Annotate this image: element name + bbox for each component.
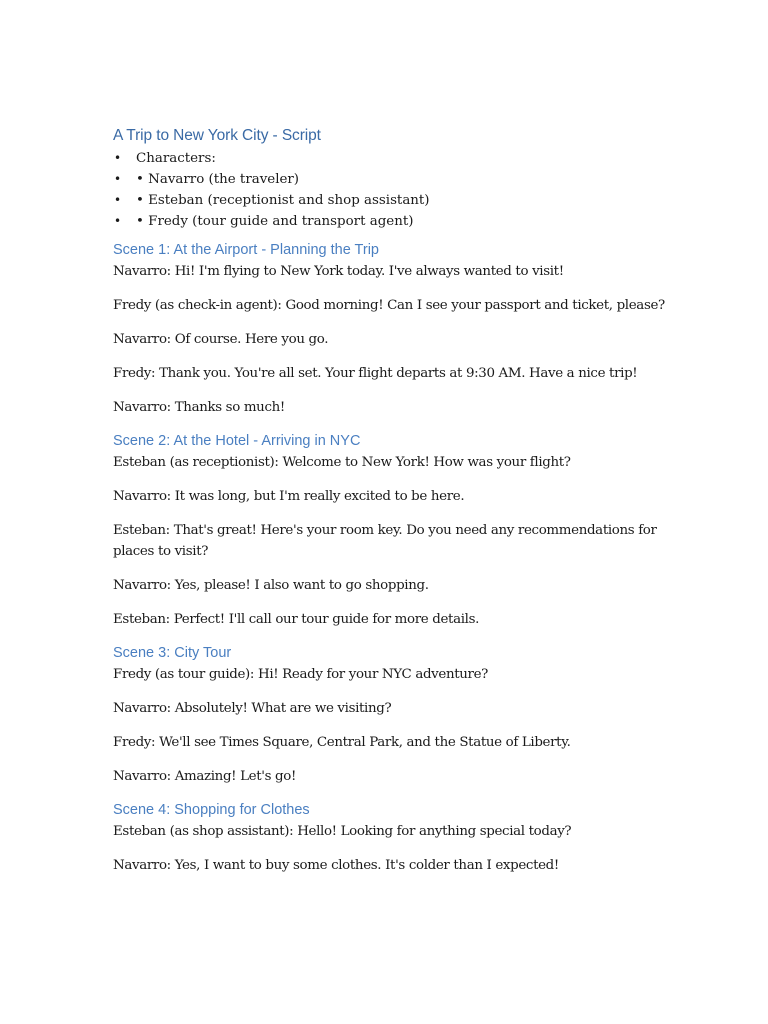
- dialogue-line: Esteban (as shop assistant): Hello! Looking for anything special today?: [113, 824, 572, 839]
- list-item: • • Esteban (receptionist and shop assistant): [113, 190, 673, 211]
- document-title: A Trip to New York City - Script: [113, 127, 321, 144]
- list-item: • • Fredy (tour guide and transport agent): [113, 211, 673, 232]
- bullet-icon: •: [114, 151, 122, 165]
- dialogue-line: Navarro: Absolutely! What are we visiting?: [113, 701, 392, 716]
- scene-heading: Scene 4: Shopping for Clothes: [113, 802, 310, 818]
- scene-heading: Scene 3: City Tour: [113, 645, 232, 661]
- characters-list: [113, 148, 673, 232]
- bullet-icon: •: [114, 214, 122, 228]
- dialogue-line: Navarro: Hi! I'm flying to New York today. I've always wanted to visit!: [113, 264, 564, 279]
- dialogue-line: Navarro: Of course. Here you go.: [113, 332, 329, 347]
- dialogue-line: Navarro: Amazing! Let's go!: [113, 769, 296, 784]
- dialogue-line: Fredy: Thank you. You're all set. Your flight departs at 9:30 AM. Have a nice trip!: [113, 366, 638, 381]
- dialogue-line: Navarro: Yes, please! I also want to go shopping.: [113, 578, 429, 593]
- dialogue-line: Navarro: Thanks so much!: [113, 400, 285, 415]
- dialogue-line: Esteban (as receptionist): Welcome to New York! How was your flight?: [113, 455, 571, 470]
- scene-1: [113, 240, 673, 418]
- scene-heading: Scene 2: At the Hotel - Arriving in NYC: [113, 433, 361, 449]
- dialogue-line: Navarro: It was long, but I'm really excited to be here.: [113, 489, 465, 504]
- dialogue-line: Navarro: Yes, I want to buy some clothes. It's colder than I expected!: [113, 858, 559, 873]
- bullet-icon: •: [114, 193, 122, 207]
- dialogue-line: Fredy (as check-in agent): Good morning! Can I see your passport and ticket, please?: [113, 298, 665, 313]
- dialogue-line: Fredy (as tour guide): Hi! Ready for your NYC adventure?: [113, 667, 489, 682]
- scene-3: [113, 643, 673, 787]
- document-page: [113, 125, 673, 889]
- scene-2: [113, 431, 673, 630]
- bullet-icon: •: [114, 172, 122, 186]
- dialogue-line: Esteban: Perfect! I'll call our tour guide for more details.: [113, 612, 480, 627]
- scene-heading: Scene 1: At the Airport - Planning the Trip: [113, 242, 379, 258]
- scene-4: [113, 800, 673, 876]
- dialogue-line: Esteban: That's great! Here's your room key. Do you need any recommendations for places to visit?: [113, 523, 657, 559]
- list-item: • • Navarro (the traveler): [113, 169, 673, 190]
- list-item: • Characters:: [113, 148, 673, 169]
- dialogue-line: Fredy: We'll see Times Square, Central Park, and the Statue of Liberty.: [113, 735, 571, 750]
